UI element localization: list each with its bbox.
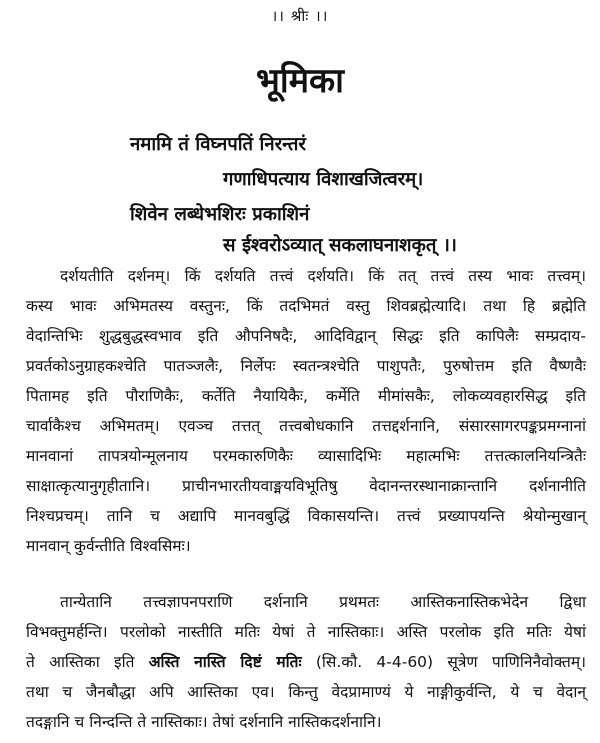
paragraph-line: दर्शयतीति दर्शनम्। किं दर्शयति तत्त्वं दर्शयति। किं तत् तत्त्वं तस्य भावः तत्त्वम्।	[60, 267, 586, 285]
paragraph-line: प्रवर्तकोऽनुग्राहकश्चेति पातञ्जलैः, निर्लेपः स्वतन्त्रश्चेति पाशुपतैः, पुरुषोत्तम इति वैष्णवैः	[26, 357, 586, 375]
paragraph-line: मानवानां तापत्रयोन्मूलनाय परमकारुणिकैः व्यासादिभिः महात्मभिः तत्तत्कालनियन्त्रितैः	[26, 447, 586, 465]
paragraph-line: वेदान्तिभिः शुद्धबुद्धस्वभाव इति औपनिषदैः, आदिविद्वान् सिद्धः इति कापिलैः सम्प्रदाय-	[26, 327, 586, 345]
page-title: भूमिका	[256, 61, 344, 101]
paragraph-line: कस्य भावः अभिमतस्य वस्तुनः, किं तदभिमतं वस्तु शिवब्रह्मेत्यादि। तथा हि ब्रह्मेति	[26, 297, 586, 315]
verse-line: शिवेन लब्धेभशिरः प्रकाशिनं	[130, 204, 310, 225]
paragraph-line: तदङ्गानि च निन्दन्ति ते नास्तिकाः। तेषां दर्शनानि नास्तिकदर्शनानि।	[26, 713, 382, 731]
paragraph-line: विभक्तुमर्हन्ति। परलोको नास्तीति मतिः येषां ते नास्तिकाः। अस्ति परलोक इति मतिः येषां	[26, 623, 586, 641]
line-text: ते आस्तिका इति	[26, 653, 149, 671]
paragraph-line: चार्वाकैश्च अभिमतम्। एवञ्च तत्तत् तत्त्वबोधकानि तत्तद्दर्शनानि, संसारसागरपङ्कप्रमग्नानां	[26, 417, 586, 435]
sutra-quote: अस्ति नास्ति दिष्टं मतिः	[148, 653, 302, 671]
paragraph-line: मानवान् कुर्वन्तीति विश्वसिमः।	[26, 537, 191, 555]
line-text: (सि.कौ. 4-4-60) सूत्रेण पाणिनिनैवोक्तम्।	[301, 653, 587, 671]
paragraph-line: निश्चप्रचम्। तानि च अद्यापि मानवबुद्धिं विकासयन्ति। तत्त्वं प्रख्यापयन्ति श्रेयोन्मुखान्	[26, 507, 586, 525]
paragraph-line: पितामह इति पौराणिकैः, कर्तेति नैयायिकैः, कर्मेति मीमांसकैः, लोकव्यवहारसिद्ध इति	[26, 387, 586, 405]
verse-line: गणाधिपत्याय विशाखजित्वरम्।	[223, 169, 424, 190]
verse-line: नमामि तं विघ्नपतिं निरन्तरं	[130, 134, 306, 155]
paragraph-line: तान्येतानि तत्त्वज्ञापनपराणि दर्शनानि प्रथमतः आस्तिकनास्तिकभेदेन द्विधा	[60, 593, 586, 611]
page-header: ।। श्रीः ।।	[271, 7, 329, 25]
paragraph-line: साक्षात्कृत्यानुगृहीतानि। प्राचीनभारतीयवाङ्मयविभूतिषु वेदानन्तरस्थानाक्रान्तानि दर्शनानीति	[26, 477, 586, 495]
paragraph-line: तथा च जैनबौद्धा अपि आस्तिका एव। किन्तु वेदप्रामाण्यं ये नाङ्गीकुर्वन्ति, ये च वेदान्	[26, 683, 586, 701]
verse-line: स ईश्वरोऽव्यात् सकलाघनाशकृत् ।।	[223, 235, 457, 256]
paragraph-line-with-sutra	[26, 652, 586, 672]
